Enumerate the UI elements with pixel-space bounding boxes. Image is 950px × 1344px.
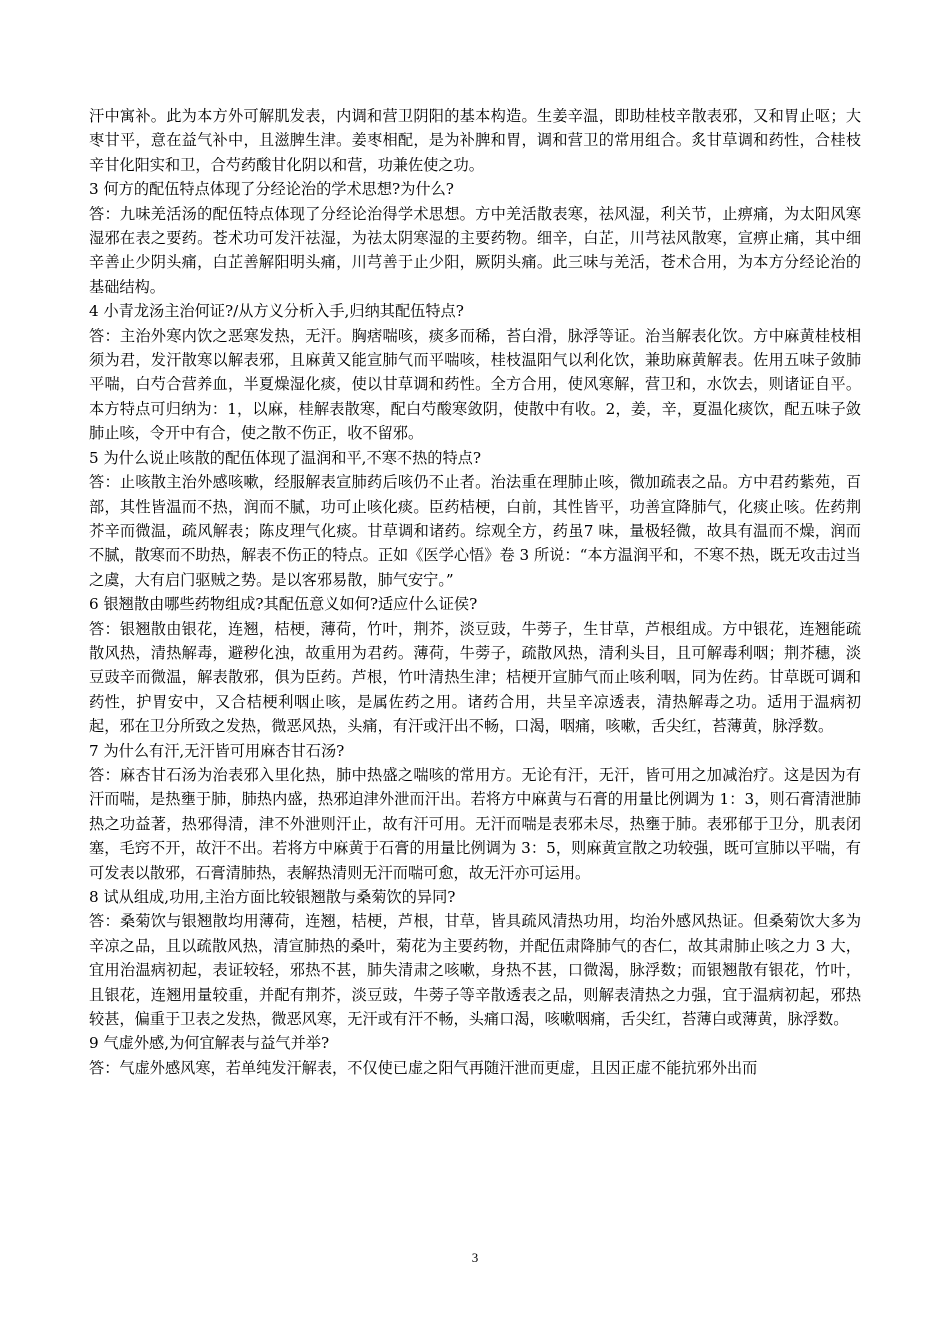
document-body <box>89 104 861 1080</box>
answer-paragraph: 答：主治外寒内饮之恶寒发热，无汗。胸痞喘咳，痰多而稀，苔白滑，脉浮等证。治当解表化饮。方中麻黄桂枝相须为君，发汗散寒以解表邪，且麻黄又能宣肺气而平喘咳，桂枝温阳气以利化饮，兼助麻黄解表。佐用五味子敛肺平喘，白芍合营养血，半夏燥湿化痰，使以甘草调和药性。全方合用，使风寒解，营卫和，水饮去，则诸证自平。本方特点可归纳为：1，以麻，桂解表散寒，配白芍酸寒敛阴，使散中有收。2，姜，辛，夏温化痰饮，配五味子敛肺止咳，令开中有合，使之散不伤正，收不留邪。 <box>89 326 861 443</box>
answer-paragraph: 答：麻杏甘石汤为治表邪入里化热，肺中热盛之喘咳的常用方。无论有汗，无汗，皆可用之加减治疗。这是因为有汗而喘，是热壅于肺，肺热内盛，热邪迫津外泄而汗出。若将方中麻黄与石膏的用量比例调为 1：3，则石膏清泄肺热之功益著，热邪得清，津不外泄则汗止，故有汗可用。无汗而喘是表邪未尽，热壅于肺。表邪郁于卫分，肌表闭塞，毛窍不开，故汗不出。若将方中麻黄于石膏的用量比例调为 3：5，则麻黄宣散之功较强，既可宣肺以平喘，有可发表以散邪，石膏清肺热，表解热清则无汗而喘可愈，故无汗亦可运用。 <box>89 765 861 882</box>
question-heading: 9 气虚外感,为何宜解表与益气并举? <box>89 1034 330 1053</box>
answer-paragraph: 答：桑菊饮与银翘散均用薄荷，连翘，桔梗，芦根，甘草，皆具疏风清热功用，均治外感风热证。但桑菊饮大多为辛凉之品，且以疏散风热，清宣肺热的桑叶，菊花为主要药物，并配伍肃降肺气的杏仁，故其肃肺止咳之力 3 大，宜用治温病初起，表证较轻，邪热不甚，肺失清肃之咳嗽，身热不甚，口微渴，脉浮数；而银翘散有银花，竹叶，且银花，连翘用量较重，并配有荆芥，淡豆豉，牛蒡子等辛散透表之品，则解表清热之力强，宜于温病初起，邪热较甚，偏重于卫表之发热，微恶风寒，无汗或有汗不畅，头痛口渴，咳嗽咽痛，舌尖红，苔薄白或薄黄，脉浮数。 <box>89 912 861 1029</box>
question-heading: 4 小青龙汤主治何证?/从方义分析入手,归纳其配伍特点? <box>89 302 464 321</box>
answer-paragraph: 答：气虚外感风寒，若单纯发汗解表，不仅使已虚之阳气再随汗泄而更虚，且因正虚不能抗邪外出而 <box>89 1058 758 1077</box>
answer-paragraph: 汗中寓补。此为本方外可解肌发表，内调和营卫阴阳的基本构造。生姜辛温，即助桂枝辛散表邪，又和胃止呕；大枣甘平，意在益气补中，且滋脾生津。姜枣相配，是为补脾和胃，调和营卫的常用组合。炙甘草调和药性，合桂枝辛甘化阳实和卫，合芍药酸甘化阴以和营，功兼佐使之功。 <box>89 107 861 174</box>
page-number: 3 <box>471 1250 479 1265</box>
question-heading: 7 为什么有汗,无汗皆可用麻杏甘石汤? <box>89 741 345 760</box>
answer-paragraph: 答：九味羌活汤的配伍特点体现了分经论治得学术思想。方中羌活散表寒，祛风湿，利关节，止痹痛，为太阳风寒湿邪在表之要药。苍术功可发汗祛湿，为祛太阴寒湿的主要药物。细辛，白芷，川芎祛风散寒，宣痹止痛，其中细辛善止少阴头痛，白芷善解阳明头痛，川芎善于止少阳，厥阴头痛。此三味与羌活，苍术合用，为本方分经论治的基础结构。 <box>89 204 861 296</box>
answer-paragraph: 答：止咳散主治外感咳嗽，经服解表宣肺药后咳仍不止者。治法重在理肺止咳，微加疏表之品。方中君药紫苑，百部，其性皆温而不热，润而不腻，功可止咳化痰。臣药桔梗，白前，其性皆平，功善宣降肺气，化痰止咳。佐药荆芥辛而微温，疏风解表；陈皮理气化痰。甘草调和诸药。综观全方，药虽7 味，量极轻微，故具有温而不燥，润而不腻，散寒而不助热，解表不伤正的特点。正如《医学心悟》卷 3 所说：“本方温润平和，不寒不热，既无攻击过当之虞，大有启门驱贼之势。是以客邪易散，肺气安宁。” <box>89 473 861 589</box>
question-heading: 8 试从组成,功用,主治方面比较银翘散与桑菊饮的异同? <box>89 888 456 906</box>
answer-paragraph: 答：银翘散由银花，连翘，桔梗，薄荷，竹叶，荆芥，淡豆豉，牛蒡子，生甘草，芦根组成。方中银花，连翘能疏散风热，清热解毒，避秽化浊，故重用为君药。薄荷，牛蒡子，疏散风热，清利头目，且可解毒利咽；荆芥穗，淡豆豉辛而微温，解表散邪，俱为臣药。芦根，竹叶清热生津；桔梗开宣肺气而止咳利咽，同为佐药。甘草既可调和药性，护胃安中，又合桔梗利咽止咳，是属佐药之用。诸药合用，共呈辛凉透表，清热解毒之功。适用于温病初起，邪在卫分所致之发热，微恶风热，头痛，有汗或汗出不畅，口渴，咽痛，咳嗽，舌尖红，苔薄黄，脉浮数。 <box>89 619 861 736</box>
question-heading: 6 银翘散由哪些药物组成?其配伍意义如何?适应什么证侯? <box>89 595 478 614</box>
question-heading: 3 何方的配伍特点体现了分经论治的学术思想?为什么? <box>89 180 454 199</box>
question-heading: 5 为什么说止咳散的配伍体现了温润和平,不寒不热的特点? <box>89 448 481 467</box>
